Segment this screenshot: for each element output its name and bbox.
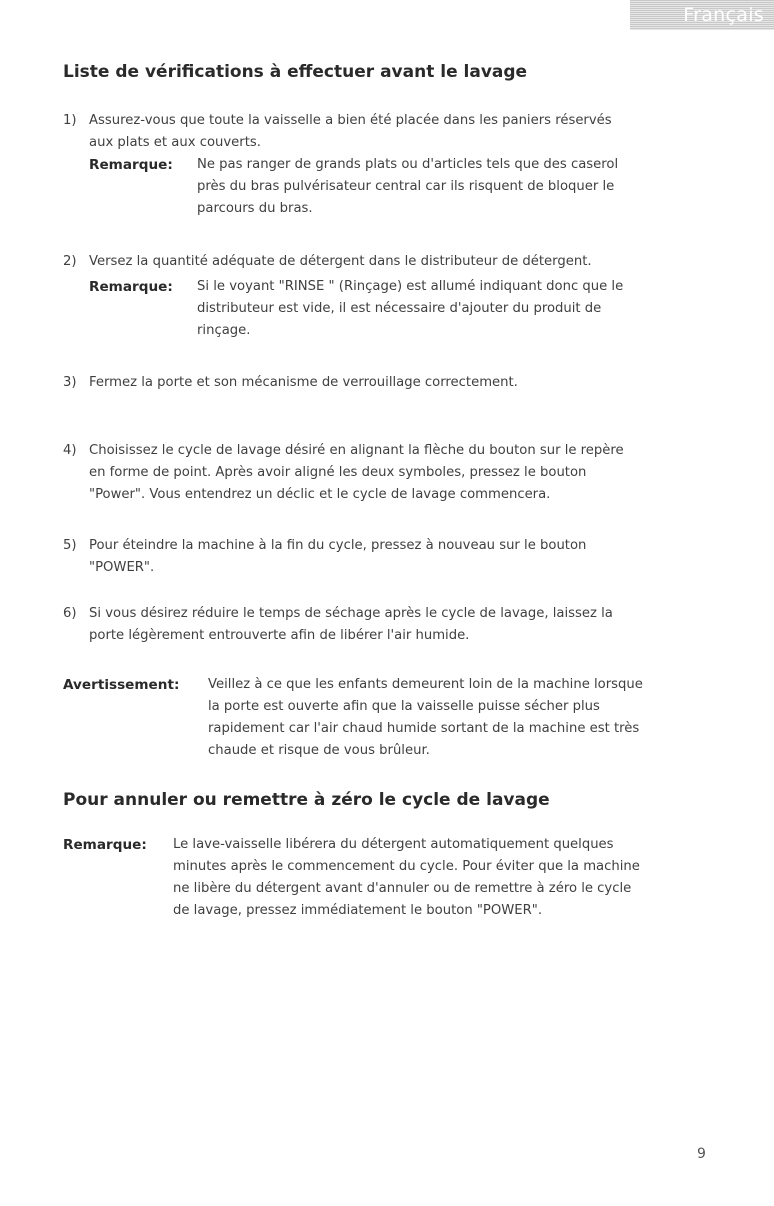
list-item — [63, 372, 723, 394]
list-item — [63, 440, 723, 506]
item-text: en forme de point. Après avoir aligné les deux symboles, pressez le bouton — [89, 465, 587, 480]
item-text: Pour éteindre la machine à la fin du cycle, pressez à nouveau sur le bouton — [89, 538, 587, 553]
item-text: Si vous désirez réduire le temps de séchage après le cycle de lavage, laissez la — [89, 606, 613, 621]
warning-text: la porte est ouverte afin que la vaisselle puisse sécher plus — [208, 699, 600, 714]
note-text: Ne pas ranger de grands plats ou d'articles tels que des caserol — [197, 157, 619, 172]
note-text: distributeur est vide, il est nécessaire d'ajouter du produit de — [197, 301, 602, 316]
list-item — [63, 535, 723, 579]
item-number: 2) — [63, 254, 77, 269]
note-text: près du bras pulvérisateur central car ils risquent de bloquer le — [197, 179, 615, 194]
note-text: minutes après le commencement du cycle. Pour éviter que la machine — [173, 859, 640, 874]
note-text: rinçage. — [197, 323, 251, 338]
note-text: de lavage, pressez immédiatement le bouton "POWER". — [173, 903, 543, 918]
section-title-checklist: Liste de vérifications à effectuer avant le lavage — [63, 62, 528, 82]
note-text: parcours du bras. — [197, 201, 313, 216]
item-number: 4) — [63, 443, 77, 458]
note — [63, 834, 733, 922]
item-text: aux plats et aux couverts. — [89, 135, 261, 150]
item-text: Fermez la porte et son mécanisme de verrouillage correctement. — [89, 375, 518, 390]
item-text: Versez la quantité adéquate de détergent dans le distributeur de détergent. — [89, 254, 592, 269]
list-item — [63, 603, 723, 647]
warning-note — [63, 674, 733, 762]
warning-text: Veillez à ce que les enfants demeurent loin de la machine lorsque — [208, 677, 643, 692]
note-text: Le lave-vaisselle libérera du détergent automatiquement quelques — [173, 837, 614, 852]
note-label: Remarque: — [63, 837, 147, 853]
list-item — [63, 251, 723, 273]
item-number: 3) — [63, 375, 77, 390]
item-text: Assurez-vous que toute la vaisselle a bien été placée dans les paniers réservés — [89, 113, 612, 128]
note-text: ne libère du détergent avant d'annuler ou de remettre à zéro le cycle — [173, 881, 632, 896]
section-title-cancel-reset: Pour annuler ou remettre à zéro le cycle de lavage — [63, 790, 550, 810]
item-number: 6) — [63, 606, 77, 621]
item-text: "POWER". — [89, 560, 155, 575]
item-text: Choisissez le cycle de lavage désiré en alignant la flèche du bouton sur le repère — [89, 443, 624, 458]
item-text: "Power". Vous entendrez un déclic et le cycle de lavage commencera. — [89, 487, 551, 502]
note — [89, 276, 719, 342]
warning-text: chaude et risque de vous brûleur. — [208, 743, 430, 758]
item-number: 1) — [63, 113, 77, 128]
page-number: 9 — [697, 1146, 706, 1162]
note-label: Remarque: — [89, 157, 173, 173]
note-label: Remarque: — [89, 279, 173, 295]
note — [89, 154, 719, 220]
warning-label: Avertissement: — [63, 677, 180, 693]
note-text: Si le voyant "RINSE " (Rinçage) est allumé indiquant donc que le — [197, 279, 624, 294]
language-tab: Français — [630, 0, 774, 30]
warning-text: rapidement car l'air chaud humide sortant de la machine est très — [208, 721, 640, 736]
list-item — [63, 110, 723, 154]
item-text: porte légèrement entrouverte afin de libérer l'air humide. — [89, 628, 470, 643]
item-number: 5) — [63, 538, 77, 553]
